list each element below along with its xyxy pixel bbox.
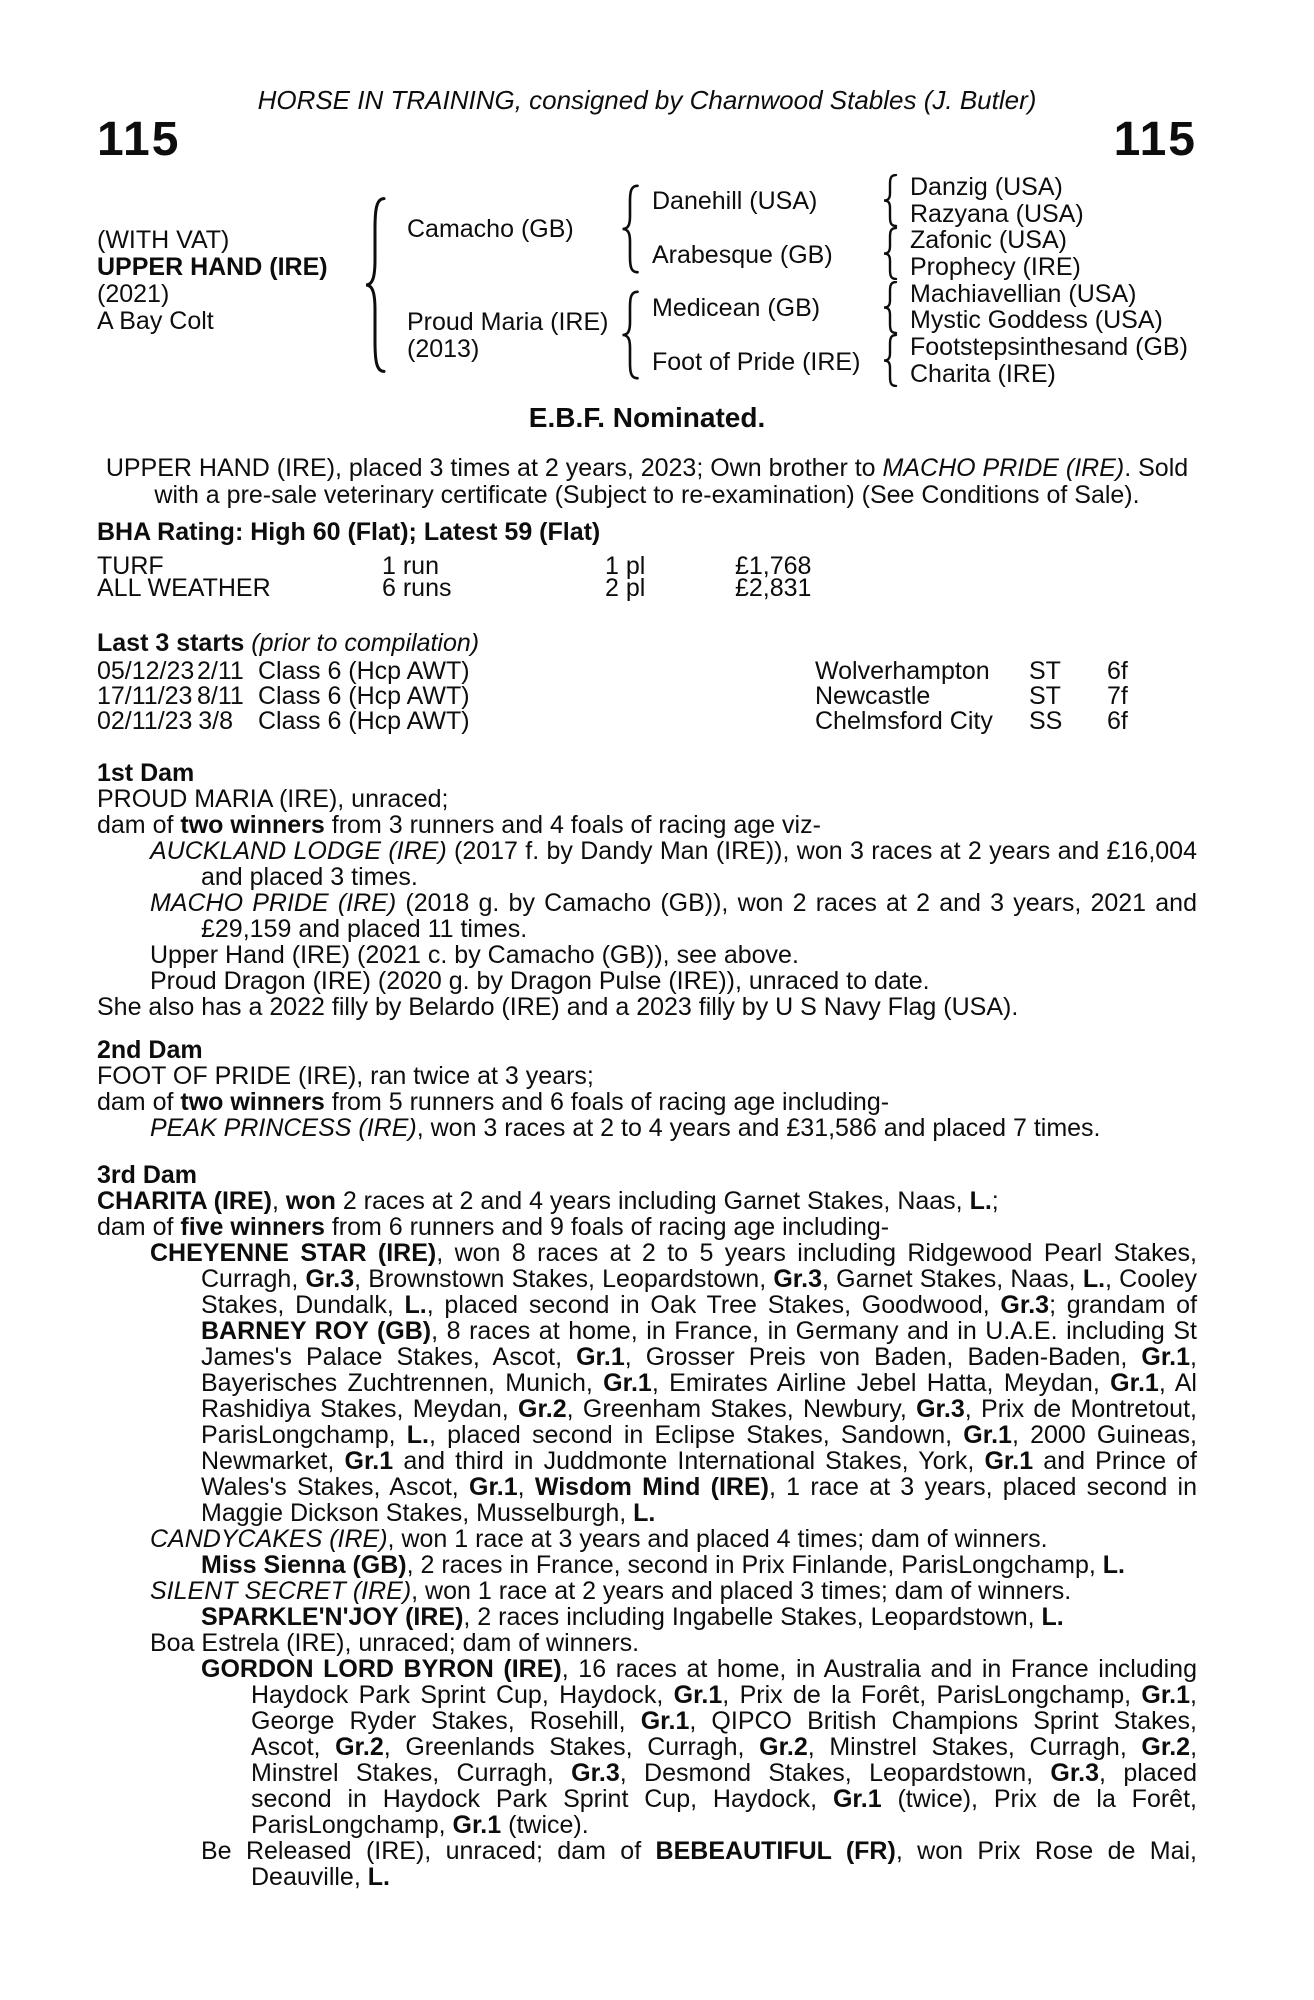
race-course: Wolverhampton (815, 657, 990, 685)
race-distance: 7f (1107, 682, 1128, 710)
bha-rating-line: BHA Rating: High 60 (Flat); Latest 59 (Flat) (97, 518, 601, 546)
race-course: Newcastle (815, 682, 931, 710)
race-class: Class 6 (Hcp AWT) (258, 707, 470, 735)
pedigree-entry: SPARKLE'N'JOY (IRE), 2 races including Ingabelle Stakes, Leopardstown, L. (201, 1603, 1064, 1631)
race-date: 05/12/23 (97, 657, 195, 685)
race-surface: ST (1029, 657, 1061, 685)
section-heading: 3rd Dam (97, 1161, 198, 1189)
pedigree-brace-gg4 (882, 334, 898, 387)
pedigree-horse-name: UPPER HAND (IRE) (97, 253, 328, 281)
pedigree-grandsire-2: Medicean (GB) (652, 294, 821, 322)
pedigree-dam: Proud Maria (IRE) (407, 308, 609, 336)
pedigree-entry: Proud Dragon (IRE) (2020 g. by Dragon Pulse (IRE)), unraced to date. (150, 967, 930, 995)
pedigree-table (97, 160, 1200, 405)
race-distance: 6f (1107, 707, 1128, 735)
pedigree-ancestor: Razyana (USA) (910, 200, 1084, 228)
pedigree-entry: CHARITA (IRE), won 2 races at 2 and 4 years including Garnet Stakes, Naas, L.; (97, 1187, 999, 1215)
earnings-value: £2,831 (735, 574, 812, 602)
race-position: 2/11 (197, 657, 244, 685)
race-position: 3/8 (198, 707, 233, 735)
runs-value: 1 run (382, 552, 439, 580)
pedigree-entry: PROUD MARIA (IRE), unraced; (97, 785, 449, 813)
race-surface: ST (1029, 682, 1061, 710)
surface-label: TURF (97, 552, 164, 580)
catalogue-text (97, 400, 1197, 1890)
pedigree-entry: FOOT OF PRIDE (IRE), ran twice at 3 years; (97, 1062, 594, 1090)
pedigree-ancestor: Footstepsinthesand (GB) (910, 333, 1188, 361)
pedigree-entry: Boa Estrela (IRE), unraced; dam of winners. (150, 1629, 640, 1657)
intro-paragraph: UPPER HAND (IRE), placed 3 times at 2 years, 2023; Own brother to MACHO PRIDE (IRE). Sold with a pre-sale veterinary certificate (Subject to re-examination) (See Conditions of Sale). (105, 454, 1189, 509)
table-row (97, 709, 1197, 734)
pedigree-ancestor: Zafonic (USA) (910, 226, 1067, 254)
last-starts-title: Last 3 starts (97, 629, 245, 657)
section-third-dam (97, 1162, 1197, 1890)
runs-value: 6 runs (382, 574, 452, 602)
race-position: 8/11 (197, 682, 244, 710)
ebf-nominated-line: E.B.F. Nominated. (528, 402, 766, 433)
last-starts-note: (prior to compilation) (251, 629, 480, 657)
pedigree-dam-year: (2013) (407, 335, 480, 363)
race-record-table (97, 552, 1197, 602)
pedigree-ancestor: Machiavellian (USA) (910, 280, 1137, 308)
section-second-dam (97, 1037, 1197, 1141)
pedigree-entry: CANDYCAKES (IRE), won 1 race at 3 years and placed 4 times; dam of winners. (150, 1525, 1048, 1553)
table-row (97, 574, 1197, 602)
pedigree-with-vat: (WITH VAT) (97, 226, 230, 254)
race-date: 02/11/23 (97, 707, 193, 735)
pedigree-entry: PEAK PRINCESS (IRE), won 3 races at 2 to 4 years and £31,586 and placed 7 times. (150, 1114, 1101, 1142)
pedigree-grandsire-1: Danehill (USA) (652, 187, 818, 215)
surface-label: ALL WEATHER (97, 574, 271, 602)
places-value: 1 pl (605, 552, 646, 580)
pedigree-description: A Bay Colt (97, 307, 214, 335)
table-row (97, 659, 1197, 684)
pedigree-entry: dam of two winners from 5 runners and 6 foals of racing age including- (97, 1088, 890, 1116)
race-class: Class 6 (Hcp AWT) (258, 682, 470, 710)
table-row (97, 684, 1197, 709)
race-surface: SS (1029, 707, 1063, 735)
earnings-value: £1,768 (735, 552, 812, 580)
pedigree-entry: Miss Sienna (GB), 2 races in France, second in Prix Finlande, ParisLongchamp, L. (201, 1551, 1125, 1579)
race-distance: 6f (1107, 657, 1128, 685)
pedigree-brace-gg2 (882, 227, 898, 280)
section-first-dam (97, 760, 1197, 1020)
pedigree-entry: SILENT SECRET (IRE), won 1 race at 2 years and placed 3 times; dam of winners. (150, 1577, 1072, 1605)
pedigree-entry: GORDON LORD BYRON (IRE), 16 races at home, in Australia and in France including Haydock Park Sprint Cup, Haydock, Gr.1, Prix de la Forêt, ParisLongchamp, Gr.1, George Ryder Stakes, Rosehill, Gr.1, QIPCO British Champions Sprint Stakes, Ascot, Gr.2, Greenlands Stakes, Curragh, Gr.2, Minstrel Stakes, Curragh, Gr.2, Minstrel Stakes, Curragh, Gr.3, Desmond Stakes, Leopardstown, Gr.3, placed second in Haydock Park Sprint Cup, Haydock, Gr.1 (twice), Prix de la Forêt, ParisLongchamp, Gr.1 (twice). (201, 1655, 1198, 1839)
pedigree-foal-year: (2021) (97, 280, 170, 308)
section-heading: 2nd Dam (97, 1036, 203, 1064)
pedigree-ancestor: Mystic Goddess (USA) (910, 306, 1163, 334)
pedigree-entry: Be Released (IRE), unraced; dam of BEBEAUTIFUL (FR), won Prix Rose de Mai, Deauville, L. (201, 1837, 1197, 1891)
places-value: 2 pl (605, 574, 646, 602)
pedigree-entry: dam of two winners from 3 runners and 4 foals of racing age viz- (97, 811, 821, 839)
pedigree-brace-gg1 (882, 174, 898, 227)
pedigree-brace-gen1 (363, 195, 387, 375)
pedigree-ancestor: Prophecy (IRE) (910, 253, 1081, 281)
pedigree-granddam-1: Arabesque (GB) (652, 241, 833, 269)
pedigree-brace-gg3 (882, 281, 898, 334)
lot-number-left: 115 (97, 113, 181, 166)
race-date: 17/11/23 (97, 682, 193, 710)
pedigree-granddam-2: Foot of Pride (IRE) (652, 348, 861, 376)
pedigree-sire: Camacho (GB) (407, 215, 574, 243)
pedigree-brace-sire (620, 184, 640, 274)
pedigree-entry: dam of five winners from 6 runners and 9 foals of racing age including- (97, 1213, 890, 1241)
page-header: HORSE IN TRAINING, consigned by Charnwood Stables (J. Butler) (257, 85, 1037, 115)
pedigree-entry: Upper Hand (IRE) (2021 c. by Camacho (GB)), see above. (150, 941, 799, 969)
pedigree-brace-dam (620, 290, 640, 380)
last-starts-table (97, 659, 1197, 734)
race-class: Class 6 (Hcp AWT) (258, 657, 470, 685)
race-course: Chelmsford City (815, 707, 993, 735)
pedigree-entry: She also has a 2022 filly by Belardo (IRE) and a 2023 filly by U S Navy Flag (USA). (97, 993, 1019, 1021)
pedigree-entry: CHEYENNE STAR (IRE), won 8 races at 2 to 5 years including Ridgewood Pearl Stakes, Curragh, Gr.3, Brownstown Stakes, Leopardstown, Gr.3, Garnet Stakes, Naas, L., Cooley Stakes, Dundalk, L., placed second in Oak Tree Stakes, Goodwood, Gr.3; grandam of BARNEY ROY (GB), 8 races at home, in France, in Germany and in U.A.E. including St James's Palace Stakes, Ascot, Gr.1, Grosser Preis von Baden, Baden-Baden, Gr.1, Bayerisches Zuchtrennen, Munich, Gr.1, Emirates Airline Jebel Hatta, Meydan, Gr.1, Al Rashidiya Stakes, Meydan, Gr.2, Greenham Stakes, Newbury, Gr.3, Prix de Montretout, ParisLongchamp, L., placed second in Eclipse Stakes, Sandown, Gr.1, 2000 Guineas, Newmarket, Gr.1 and third in Juddmonte International Stakes, York, Gr.1 and Prince of Wales's Stakes, Ascot, Gr.1, Wisdom Mind (IRE), 1 race at 3 years, placed second in Maggie Dickson Stakes, Musselburgh, L. (150, 1239, 1198, 1527)
pedigree-ancestor: Danzig (USA) (910, 173, 1063, 201)
section-heading: 1st Dam (97, 759, 195, 787)
last-starts-heading (97, 630, 1197, 657)
pedigree-ancestor: Charita (IRE) (910, 360, 1056, 388)
pedigree-entry: AUCKLAND LODGE (IRE) (2017 f. by Dandy Man (IRE)), won 3 races at 2 years and £16,004 and placed 3 times. (150, 837, 1197, 891)
pedigree-entry: MACHO PRIDE (IRE) (2018 g. by Camacho (GB)), won 2 races at 2 and 3 years, 2021 and £29,159 and placed 11 times. (150, 889, 1197, 943)
lot-number-right: 115 (1113, 113, 1197, 166)
